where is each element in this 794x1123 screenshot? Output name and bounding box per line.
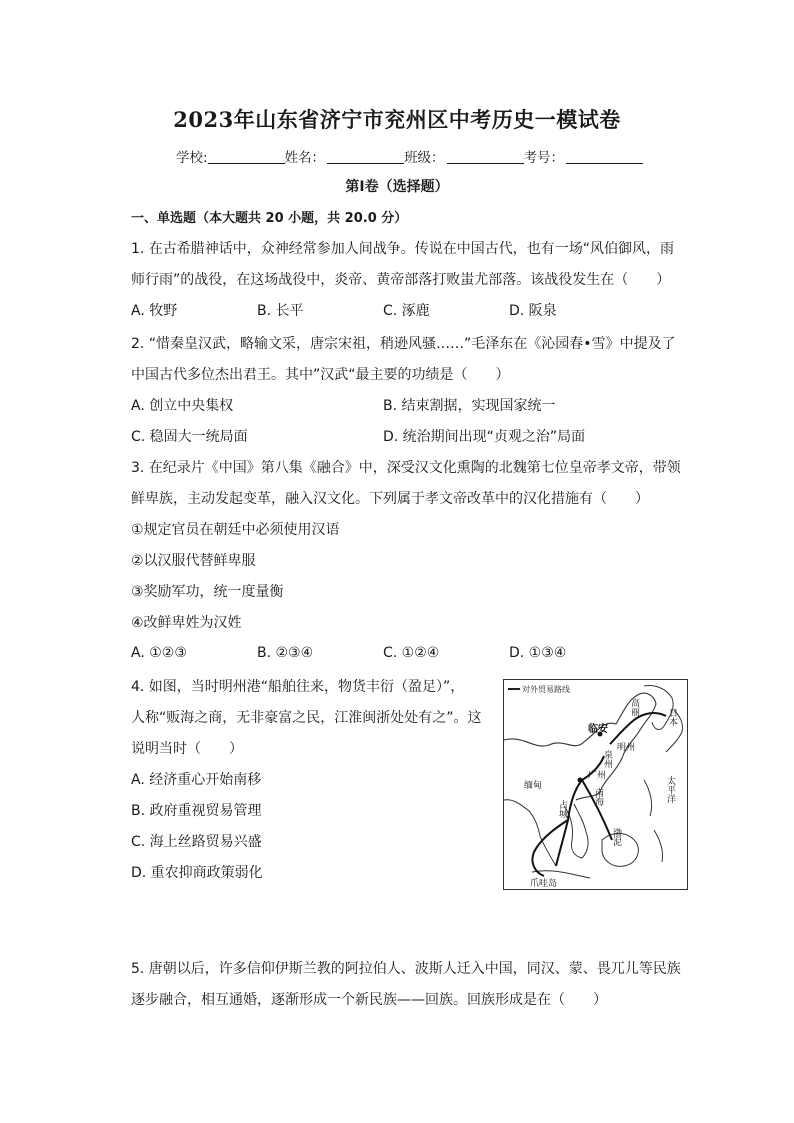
q4-option-b[interactable]: B. 政府重视贸易管理 xyxy=(131,803,262,819)
school-field[interactable] xyxy=(208,149,285,164)
q3-item-1: ①规定官员在朝廷中必须使用汉语 xyxy=(131,522,340,538)
label-guangzhou: 广州 xyxy=(588,771,607,781)
q3-option-b[interactable]: B. ②③④ xyxy=(257,645,314,661)
q2-option-a[interactable]: A. 创立中央集权 xyxy=(131,398,234,414)
part-heading: 一、单选题（本大题共 20 小题，共 20.0 分） xyxy=(131,211,408,226)
label-bonian: 渤泥 xyxy=(611,828,621,846)
label-goryeo: 高丽 xyxy=(629,698,639,716)
question-4-line-1: 4. 如图，当时明州港“船舶往来，物货丰衍（盈足）”， xyxy=(131,679,465,695)
question-3-line-2: 鲜卑族，主动发起变革，融入汉文化。下列属于孝文帝改革中的汉化措施有（ ） xyxy=(131,491,649,507)
number-field[interactable] xyxy=(566,149,643,164)
q3-option-c[interactable]: C. ①②④ xyxy=(383,645,440,661)
student-info-line xyxy=(176,146,643,166)
school-label: 学校: xyxy=(176,150,208,166)
label-quanzhou: 泉州 xyxy=(602,750,612,768)
trade-route-map xyxy=(503,679,688,890)
question-3-line-1: 3. 在纪录片《中国》第八集《融合》中，深受汉文化熏陶的北魏第七位皇帝孝文帝，带领 xyxy=(131,460,681,476)
label-japan: 日本 xyxy=(667,708,677,726)
name-label: 姓名： xyxy=(284,150,326,166)
q4-option-d[interactable]: D. 重农抑商政策弱化 xyxy=(131,865,263,881)
q1-option-c[interactable]: C. 涿鹿 xyxy=(383,303,430,319)
q1-option-b[interactable]: B. 长平 xyxy=(257,303,304,319)
champa-coastline xyxy=(564,804,588,858)
name-field[interactable] xyxy=(327,149,404,164)
q3-item-2: ②以汉服代替鲜卑服 xyxy=(131,553,256,569)
label-linan: 临安 xyxy=(588,724,608,735)
q4-option-a[interactable]: A. 经济重心开始南移 xyxy=(131,772,262,788)
q3-item-3: ③奖励军功，统一度量衡 xyxy=(131,584,284,600)
label-burma: 缅甸 xyxy=(524,781,543,791)
q2-option-b[interactable]: B. 结束割据，实现国家统一 xyxy=(383,398,556,414)
burma-coastline xyxy=(504,800,556,866)
question-4-line-3: 说明当时（ ） xyxy=(131,741,243,757)
map-legend: 对外贸易路线 xyxy=(522,685,570,694)
label-java: 爪哇岛 xyxy=(530,879,558,889)
q1-option-d[interactable]: D. 阪泉 xyxy=(509,303,557,319)
question-1-line-2: 师行雨”的战役，在这场战役中，炎帝、黄帝部落打败蚩尤部落。该战役发生在（ ） xyxy=(131,272,671,288)
label-champa: 占城 xyxy=(557,800,567,818)
class-label: 班级： xyxy=(404,150,445,166)
q3-option-d[interactable]: D. ①③④ xyxy=(509,645,567,661)
question-4-line-2: 人称“贩海之商，无非豪富之民，江淮闽浙处处有之”。这 xyxy=(131,710,482,726)
q2-option-d[interactable]: D. 统治期间出现“贞观之治”局面 xyxy=(383,429,586,445)
q3-option-a[interactable]: A. ①②③ xyxy=(131,645,187,661)
number-label: 考号： xyxy=(523,150,565,166)
question-1-line-1: 1. 在古希腊神话中，众神经常参加人间战争。传说在中国古代，也有一场“风伯御风，雨 xyxy=(131,241,675,257)
question-5-line-2: 逐步融合，相互通婚，逐渐形成一个新民族——回族。回族形成是在（ ） xyxy=(131,992,607,1008)
section-title: 第Ⅰ卷（选择题） xyxy=(345,179,449,195)
question-2-line-2: 中国古代多位杰出君王。其中”汉武“最主要的功绩是（ ） xyxy=(131,367,510,383)
q2-option-c[interactable]: C. 稳固大一统局面 xyxy=(131,429,248,445)
philippines-coastline xyxy=(644,780,663,862)
q1-option-a[interactable]: A. 牧野 xyxy=(131,303,178,319)
q4-option-c[interactable]: C. 海上丝路贸易兴盛 xyxy=(131,834,262,850)
label-pacific: 太平洋 xyxy=(665,776,675,803)
exam-title: 2023年山东省济宁市兖州区中考历史一模试卷 xyxy=(173,107,621,132)
guangzhou-marker xyxy=(578,778,583,783)
route-to-japan xyxy=(610,713,666,744)
question-5-line-1: 5. 唐朝以后，许多信仰伊斯兰教的阿拉伯人、波斯人迁入中国，同汉、蒙、畏兀儿等民族 xyxy=(131,961,681,977)
question-2-line-1: 2. “惜秦皇汉武，略输文采，唐宗宋祖，稍逊风骚……”毛泽东在《沁园春•雪》中提及了 xyxy=(131,336,676,352)
q3-item-4: ④改鲜卑姓为汉姓 xyxy=(131,615,242,631)
label-south-sea: 南海 xyxy=(593,788,603,806)
class-field[interactable] xyxy=(447,149,524,164)
label-mingzhou: 明州 xyxy=(617,743,636,753)
